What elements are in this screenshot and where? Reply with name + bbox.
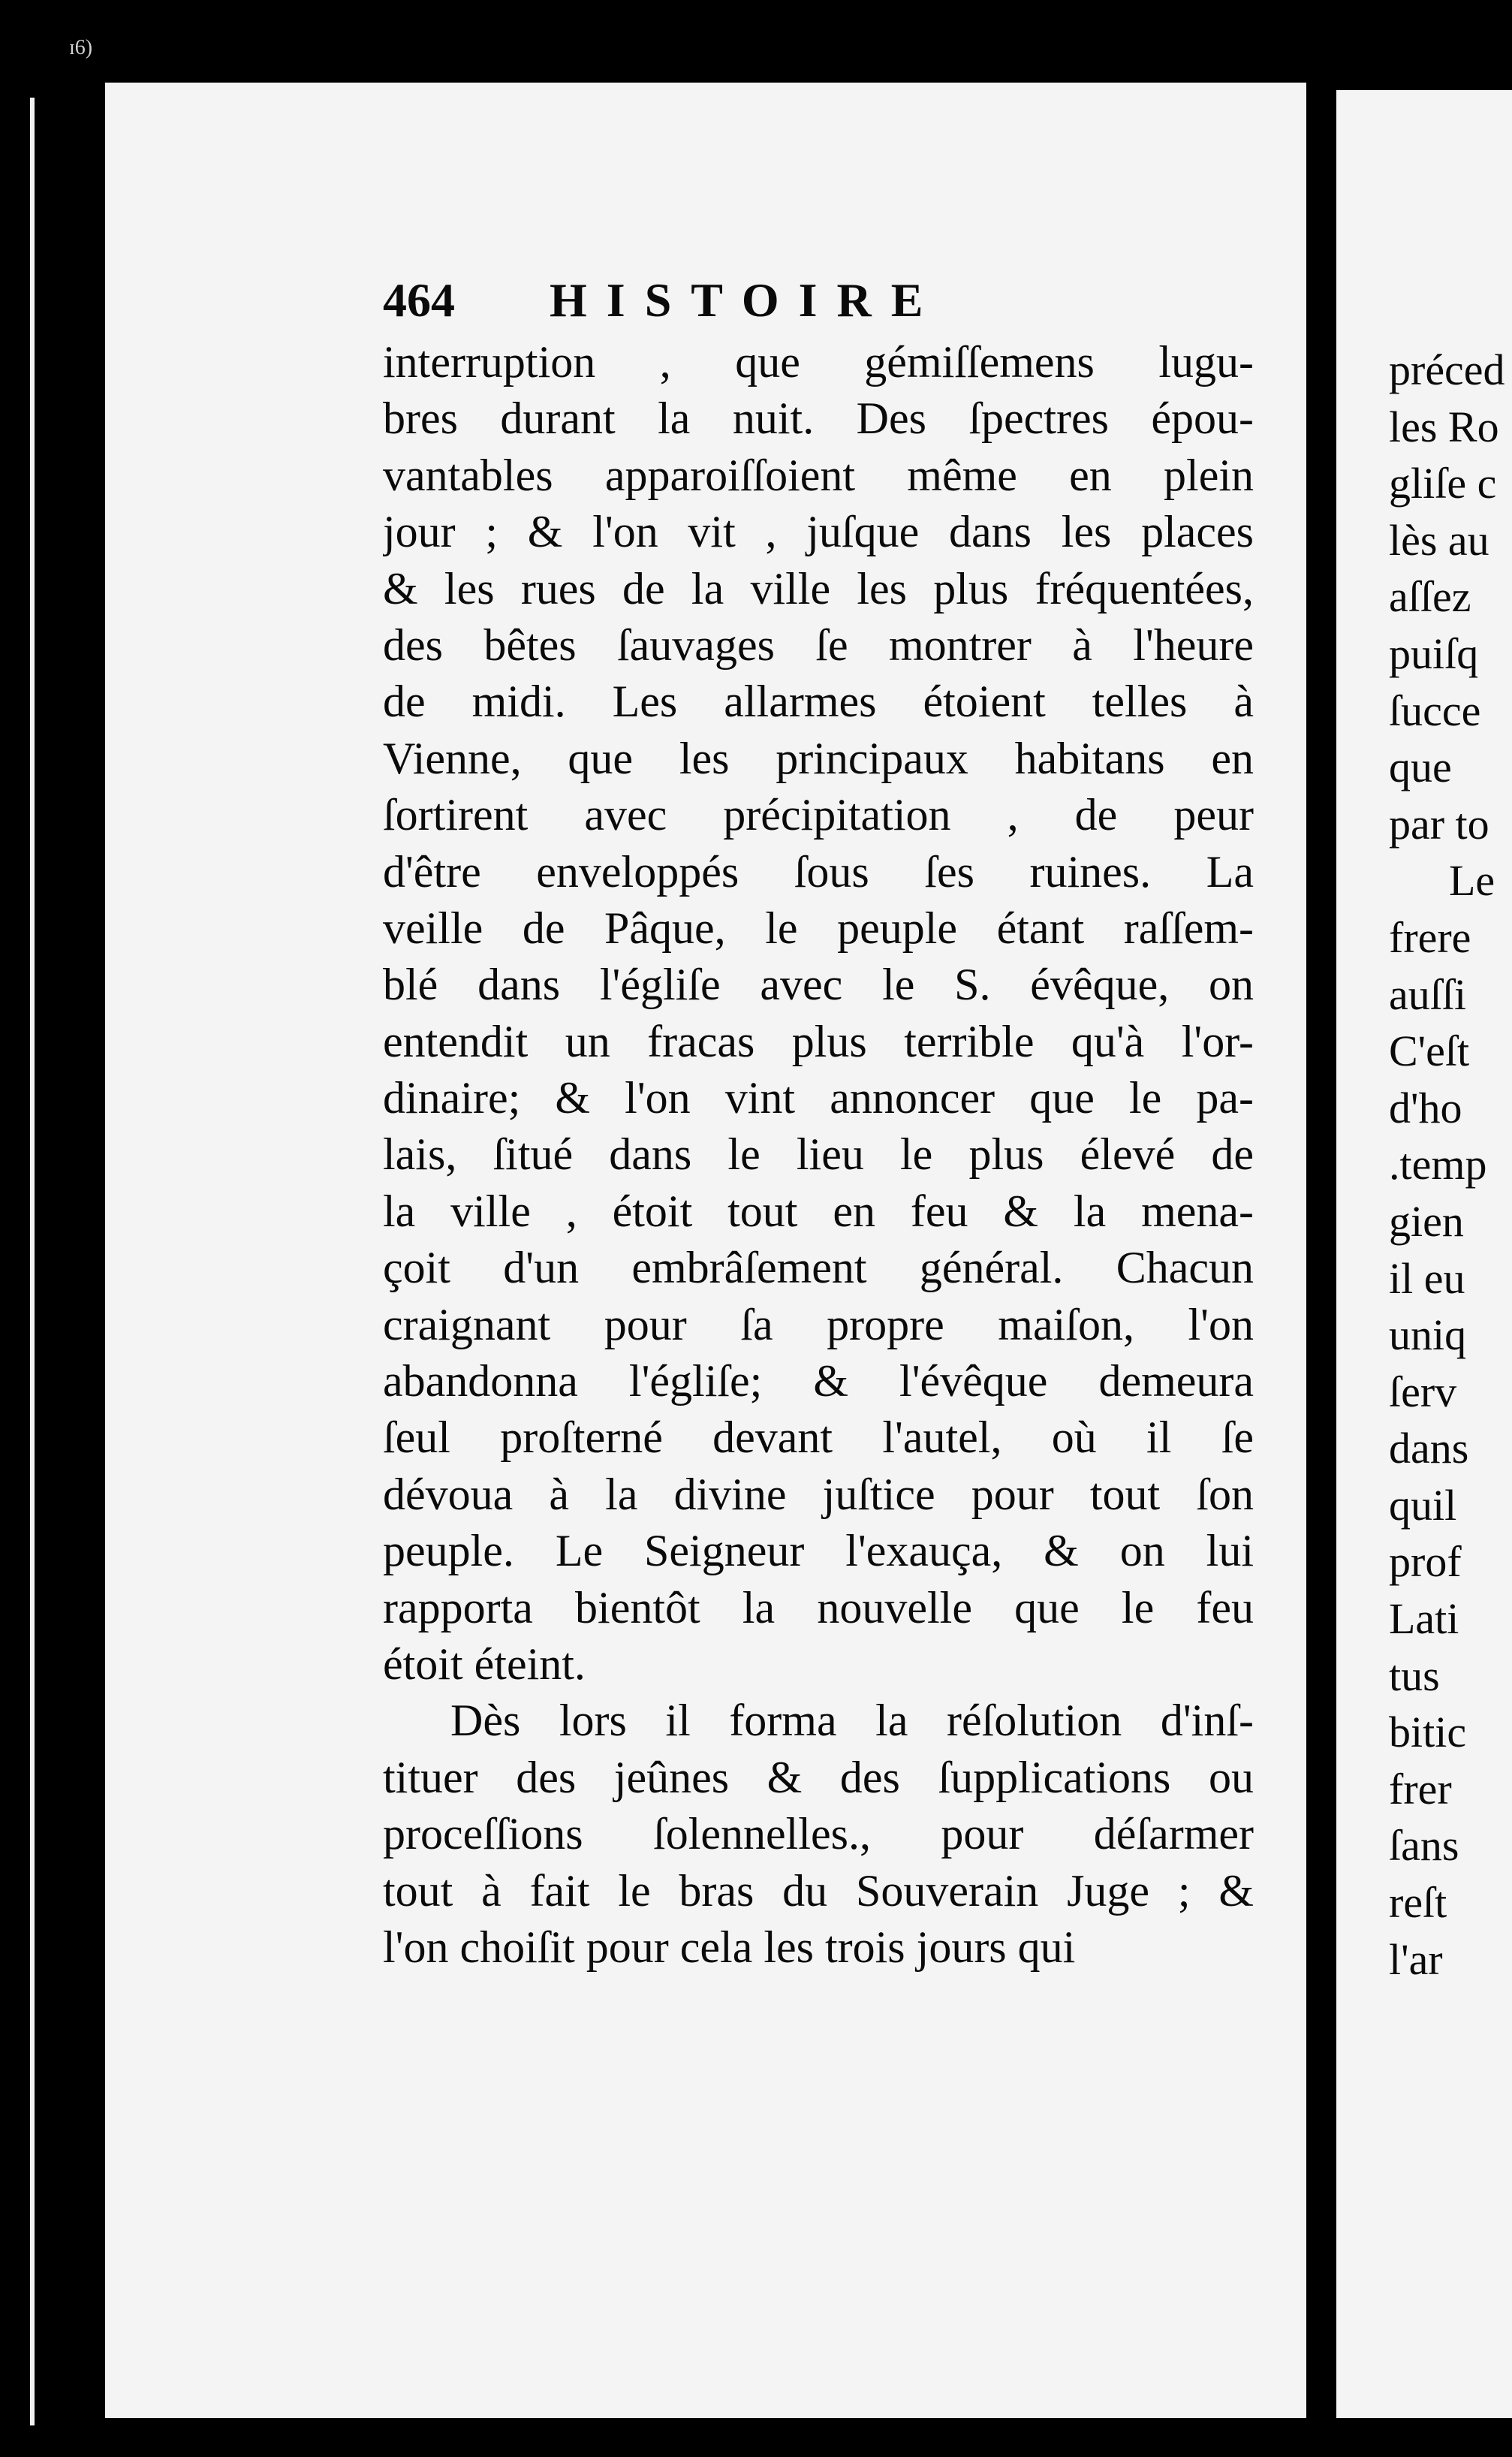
text-line: & les rues de la ville les plus fréquentées, <box>383 563 1254 613</box>
text-line: dinaire; & l'on vint annoncer que le pa- <box>383 1073 1254 1123</box>
text-line: craignant pour ſa propre maiſon, l'on <box>383 1299 1254 1349</box>
right-page-line-fragment: d'ho <box>1389 1083 1462 1132</box>
text-line: jour ; & l'on vit , juſque dans les places <box>383 507 1254 557</box>
text-line: dévoua à la divine juſtice pour tout ſon <box>383 1469 1254 1519</box>
right-page-line-fragment: Le <box>1449 856 1495 906</box>
corner-mark: ɪ6) <box>69 36 93 59</box>
text-line: proceſſions ſolennelles., pour déſarmer <box>383 1809 1254 1859</box>
right-page-line-fragment: .temp <box>1389 1140 1487 1189</box>
right-page-line-fragment: ſans <box>1389 1821 1459 1871</box>
right-page-line-fragment: dans <box>1389 1424 1469 1473</box>
right-page-line-fragment: C'eſt <box>1389 1027 1470 1076</box>
right-page-line-fragment: puiſq <box>1389 629 1479 678</box>
right-page-text-fragments <box>1389 342 1512 1988</box>
right-page-line-fragment: gien <box>1389 1196 1464 1246</box>
page-gutter <box>1306 90 1336 2433</box>
paragraph-1 <box>383 334 1254 1693</box>
right-page-line-fragment: préced <box>1389 345 1505 394</box>
page-number: 464 <box>383 273 455 327</box>
right-page-line-fragment: par to <box>1389 799 1489 849</box>
text-line: vantables apparoiſſoient même en plein <box>383 450 1254 500</box>
left-page-text <box>383 334 1254 1976</box>
right-page-line-fragment: frere <box>1389 912 1471 962</box>
text-line: ſeul proſterné devant l'autel, où il ſe <box>383 1412 1254 1463</box>
right-page-line-fragment: frer <box>1389 1764 1452 1813</box>
right-page-line-fragment: tus <box>1389 1651 1440 1700</box>
text-line: peuple. Le Seigneur l'exauça, & on lui <box>383 1526 1254 1576</box>
text-line: tituer des jeûnes & des ſupplications ou <box>383 1752 1254 1802</box>
running-head: HISTOIRE <box>550 273 943 327</box>
right-page-line-fragment: gliſe c <box>1389 459 1497 508</box>
right-page-line-fragment: que <box>1389 743 1452 792</box>
text-line: abandonna l'égliſe; & l'évêque demeura <box>383 1356 1254 1406</box>
binding-edge <box>30 98 35 2425</box>
right-page-line-fragment: reſt <box>1389 1878 1447 1928</box>
text-line: la ville , étoit tout en feu & la mena- <box>383 1186 1254 1236</box>
text-line: rapporta bientôt la nouvelle que le feu <box>383 1582 1254 1632</box>
right-page-line-fragment: auſſi <box>1389 969 1467 1019</box>
text-line: lais, ſitué dans le lieu le plus élevé de <box>383 1129 1254 1180</box>
right-page-line-fragment: il eu <box>1389 1253 1465 1303</box>
paragraph-2 <box>383 1693 1254 1976</box>
right-page-line-fragment: Lati <box>1389 1594 1459 1644</box>
text-line: Dès lors il forma la réſolution d'inſ- <box>450 1696 1254 1746</box>
right-page-line-fragment: prof <box>1389 1537 1462 1587</box>
right-page-line-fragment: lès au <box>1389 515 1489 565</box>
text-line: étoit éteint. <box>383 1639 586 1689</box>
right-page-line-fragment: l'ar <box>1389 1934 1443 1984</box>
text-line: Vienne, que les principaux habitans en <box>383 733 1254 783</box>
right-page-line-fragment: ſucce <box>1389 686 1481 735</box>
text-line: veille de Pâque, le peuple étant raſſem- <box>383 903 1254 953</box>
page-header <box>383 267 1284 334</box>
text-line: çoit d'un embrâſement général. Chacun <box>383 1243 1254 1293</box>
text-line: des bêtes ſauvages ſe montrer à l'heure <box>383 620 1254 670</box>
text-line: de midi. Les allarmes étoient telles à <box>383 677 1254 727</box>
text-line: l'on choiſit pour cela les trois jours qui <box>383 1922 1076 1972</box>
text-line: interruption , que gémiſſemens lugu- <box>383 337 1254 387</box>
right-page-line-fragment: ſerv <box>1389 1367 1457 1416</box>
text-line: bres durant la nuit. Des ſpectres épou- <box>383 393 1254 444</box>
text-line: entendit un fracas plus terrible qu'à l'or- <box>383 1016 1254 1066</box>
text-line: blé dans l'égliſe avec le S. évêque, on <box>383 960 1254 1010</box>
text-line: ſortirent avec précipitation , de peur <box>383 790 1254 840</box>
text-line: d'être enveloppés ſous ſes ruines. La <box>383 846 1254 897</box>
right-page-line-fragment: les Ro <box>1389 402 1499 451</box>
right-page-line-fragment: aſſez <box>1389 572 1471 622</box>
right-page-line-fragment: uniq <box>1389 1310 1467 1360</box>
right-page-line-fragment: quil <box>1389 1480 1457 1530</box>
text-line: tout à fait le bras du Souverain Juge ; & <box>383 1865 1254 1916</box>
right-page-line-fragment: bitic <box>1389 1708 1467 1757</box>
